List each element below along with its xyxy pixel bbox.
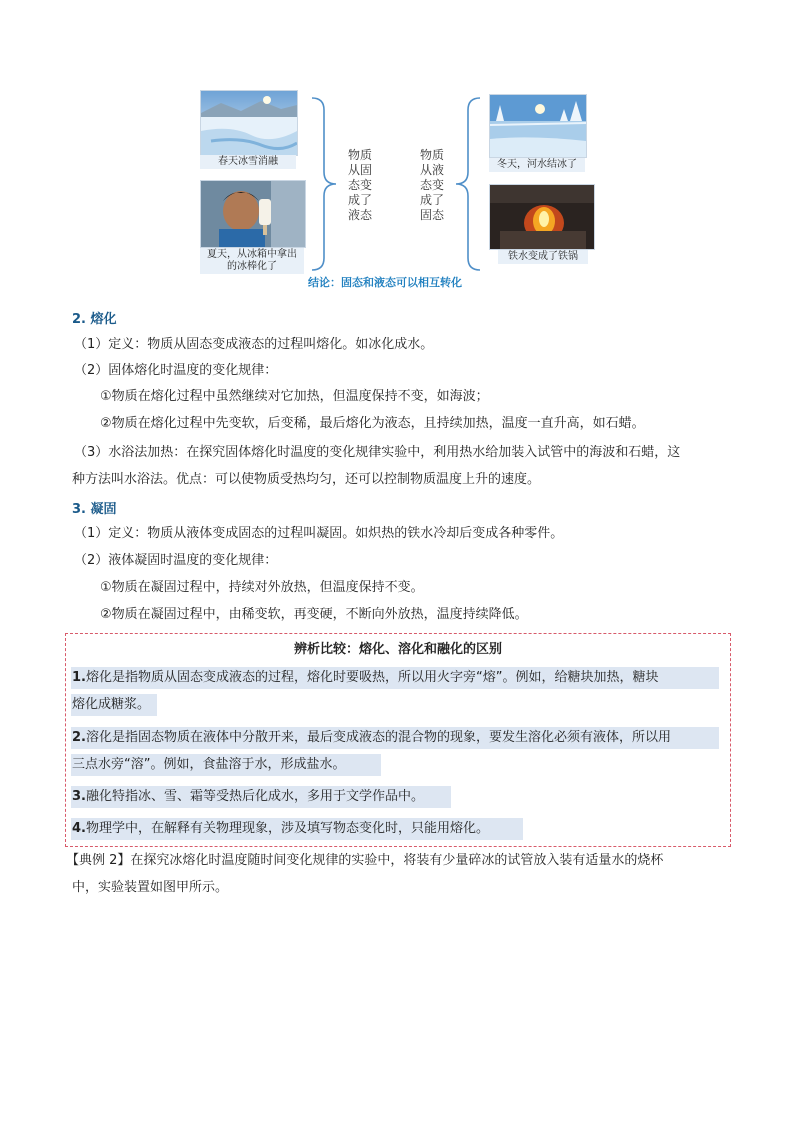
left-brace <box>308 96 338 272</box>
right-brace <box>454 96 484 272</box>
compare-point-2-line2: 三点水旁“溶”。例如，食盐溶于水，形成盐水。 <box>72 757 346 772</box>
melting-definition: （1）定义：物质从固态变成液态的过程叫熔化。如冰化成水。 <box>74 337 434 352</box>
comparison-title: 辨析比较：熔化、溶化和融化的区别 <box>293 642 502 657</box>
figure-conclusion: 结论：固态和液态可以相互转化 <box>308 276 462 289</box>
melting-rule-2: ②物质在熔化过程中先变软，后变稀，最后熔化为液态，且持续加热，温度一直升高，如石蜡。 <box>100 416 645 431</box>
compare-point-4-number: 4. <box>72 821 86 836</box>
freeze-text-5: 固态 <box>420 208 445 222</box>
example-text-1: 在探究冰熔化时温度随时间变化规律的实验中，将装有少量碎冰的试管放入装有适量水的烧杯 <box>130 853 664 868</box>
freeze-text-2: 从液 <box>420 163 445 177</box>
solidification-rule-1: ①物质在凝固过程中，持续对外放热，但温度保持不变。 <box>100 580 424 595</box>
caption-summer-line1: 夏天，从冰箱中拿出 <box>207 249 297 260</box>
photo-molten-iron <box>489 184 595 250</box>
solidification-rule-2: ②物质在凝固过程中，由稀变软，再变硬，不断向外放热，温度持续降低。 <box>100 607 528 622</box>
example-line1 <box>66 852 663 870</box>
compare-point-3-number: 3. <box>72 789 86 804</box>
melt-text-1: 物质 <box>348 148 373 162</box>
compare-point-2-number: 2. <box>72 730 86 745</box>
caption-summer <box>200 248 304 274</box>
solidification-definition: （1）定义：物质从液体变成固态的过程叫凝固。如炽热的铁水冷却后变成各种零件。 <box>74 526 564 541</box>
compare-point-1-text: 熔化是指物质从固态变成液态的过程，熔化时要吸热，所以用火字旁“熔”。例如，给糖块加热，糖块 <box>85 670 659 685</box>
caption-molten-iron: 铁水变成了铁锅 <box>498 250 588 264</box>
water-bath-line1: （3）水浴法加热：在探究固体熔化时温度的变化规律实验中，利用热水给加装入试管中的海波和石蜡，这 <box>74 445 681 460</box>
example-label: 【典例 2】 <box>66 853 131 868</box>
freeze-text-4: 成了 <box>420 193 445 207</box>
caption-winter: 冬天，河水结冰了 <box>489 158 585 172</box>
freeze-text-1: 物质 <box>420 148 445 162</box>
melt-text-4: 成了 <box>348 193 373 207</box>
compare-point-1-line2: 熔化成糖浆。 <box>72 697 151 712</box>
compare-point-4 <box>72 820 489 838</box>
photo-spring-ice-melting <box>200 90 298 156</box>
melt-text-2: 从固 <box>348 163 373 177</box>
solidification-rule-title: （2）液体凝固时温度的变化规律： <box>74 553 278 568</box>
melting-description <box>348 148 372 223</box>
compare-point-1-line1 <box>72 669 658 687</box>
compare-point-2-text: 溶化是指固态物质在液体中分散开来，最后变成液态的混合物的现象，要发生溶化必须有液体，所以用 <box>85 730 671 745</box>
melt-text-5: 液态 <box>348 208 373 222</box>
photo-winter-river-frozen <box>489 94 587 158</box>
example-line2: 中，实验装置如图甲所示。 <box>72 880 229 895</box>
compare-point-4-text: 物理学中，在解释有关物理现象，涉及填写物态变化时，只能用熔化。 <box>85 821 489 836</box>
compare-point-1-number: 1. <box>72 670 86 685</box>
compare-point-3 <box>72 788 424 806</box>
freezing-description <box>420 148 444 223</box>
heading-solidification: 3. 凝固 <box>72 502 117 517</box>
melt-text-3: 态变 <box>348 178 373 192</box>
photo-summer-popsicle <box>200 180 306 248</box>
melting-rule-title: （2）固体熔化时温度的变化规律： <box>74 363 278 378</box>
water-bath-line2: 种方法叫水浴法。优点：可以使物质受热均匀，还可以控制物质温度上升的速度。 <box>72 472 541 487</box>
freeze-text-3: 态变 <box>420 178 445 192</box>
heading-melting: 2. 熔化 <box>72 312 117 327</box>
caption-summer-line2: 的冰棒化了 <box>227 261 277 272</box>
compare-point-3-text: 融化特指冰、雪、霜等受热后化成水，多用于文学作品中。 <box>85 789 424 804</box>
compare-point-2-line1 <box>72 729 671 747</box>
caption-spring: 春天冰雪消融 <box>200 155 296 169</box>
melting-rule-1: ①物质在熔化过程中虽然继续对它加热，但温度保持不变，如海波； <box>100 389 489 404</box>
